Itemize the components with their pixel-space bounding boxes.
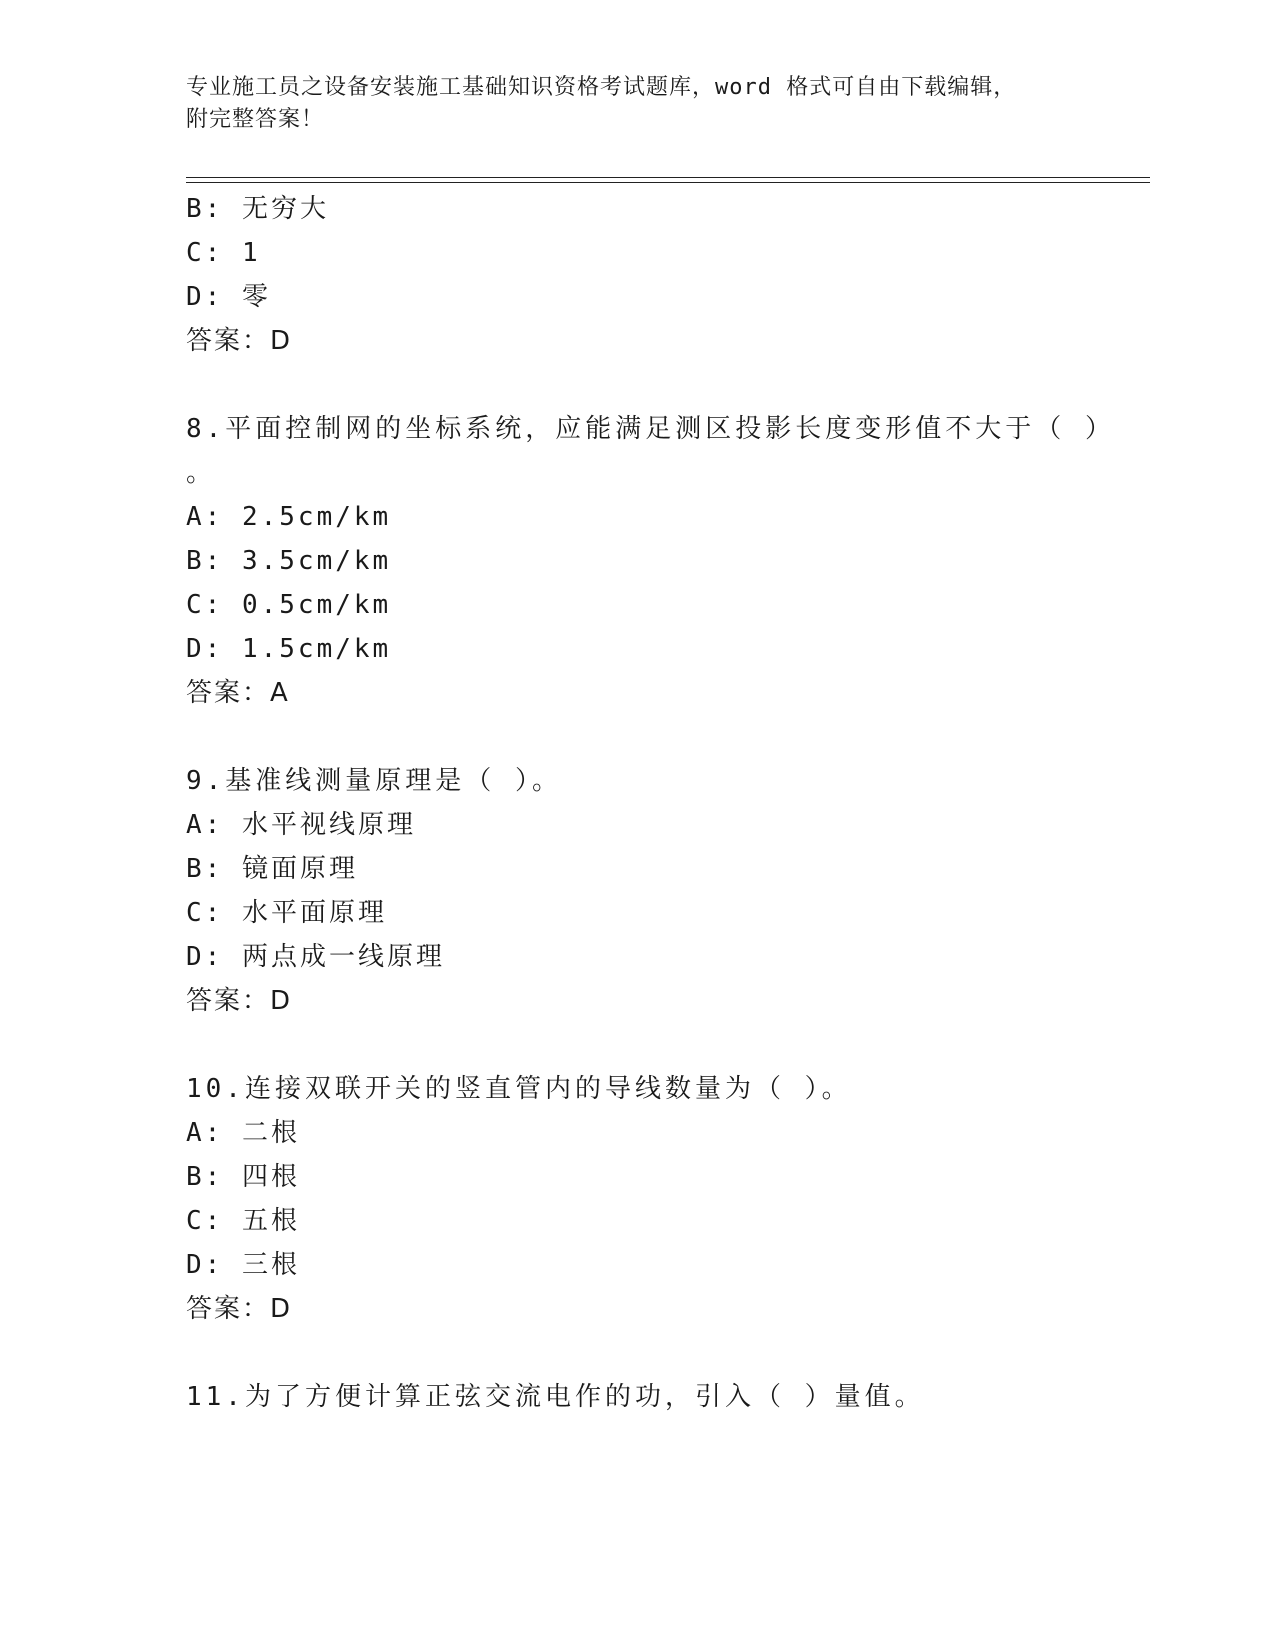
q8-option-a: A: 2.5cm/km xyxy=(186,502,392,532)
q7-option-d: D: 零 xyxy=(186,282,271,312)
header-line-2: 附完整答案！ xyxy=(186,107,325,132)
q8-option-c: C: 0.5cm/km xyxy=(186,590,392,620)
header-divider-top xyxy=(186,177,1150,178)
q9-option-a: A: 水平视线原理 xyxy=(186,810,416,840)
q10-option-b: B: 四根 xyxy=(186,1162,300,1192)
q11-stem: 11.为了方便计算正弦交流电作的功，引入（ ）量值。 xyxy=(186,1382,925,1412)
q10-answer: 答案：D xyxy=(186,1294,293,1324)
q8-option-d: D: 1.5cm/km xyxy=(186,634,392,664)
q7-answer: 答案：D xyxy=(186,326,293,356)
header-line-1: 专业施工员之设备安装施工基础知识资格考试题库，word 格式可自由下载编辑， xyxy=(186,75,1017,100)
q8-answer: 答案：A xyxy=(186,678,290,708)
q8-stem: 8.平面控制网的坐标系统，应能满足测区投影长度变形值不大于（ ） xyxy=(186,414,1115,444)
q10-option-c: C: 五根 xyxy=(186,1206,300,1236)
q10-option-d: D: 三根 xyxy=(186,1250,300,1280)
q9-option-c: C: 水平面原理 xyxy=(186,898,387,928)
q9-option-d: D: 两点成一线原理 xyxy=(186,942,445,972)
q9-answer: 答案：D xyxy=(186,986,293,1016)
q7-option-b: B: 无穷大 xyxy=(186,194,329,224)
q9-option-b: B: 镜面原理 xyxy=(186,854,358,884)
q7-option-c: C: 1 xyxy=(186,238,261,268)
q10-stem: 10.连接双联开关的竖直管内的导线数量为（ ）。 xyxy=(186,1074,852,1104)
header-divider-bottom xyxy=(186,182,1150,183)
q8-option-b: B: 3.5cm/km xyxy=(186,546,392,576)
q10-option-a: A: 二根 xyxy=(186,1118,300,1148)
q8-stem-continuation: 。 xyxy=(186,458,216,488)
document-header xyxy=(186,72,1086,136)
q9-stem: 9.基准线测量原理是（ ）。 xyxy=(186,766,562,796)
